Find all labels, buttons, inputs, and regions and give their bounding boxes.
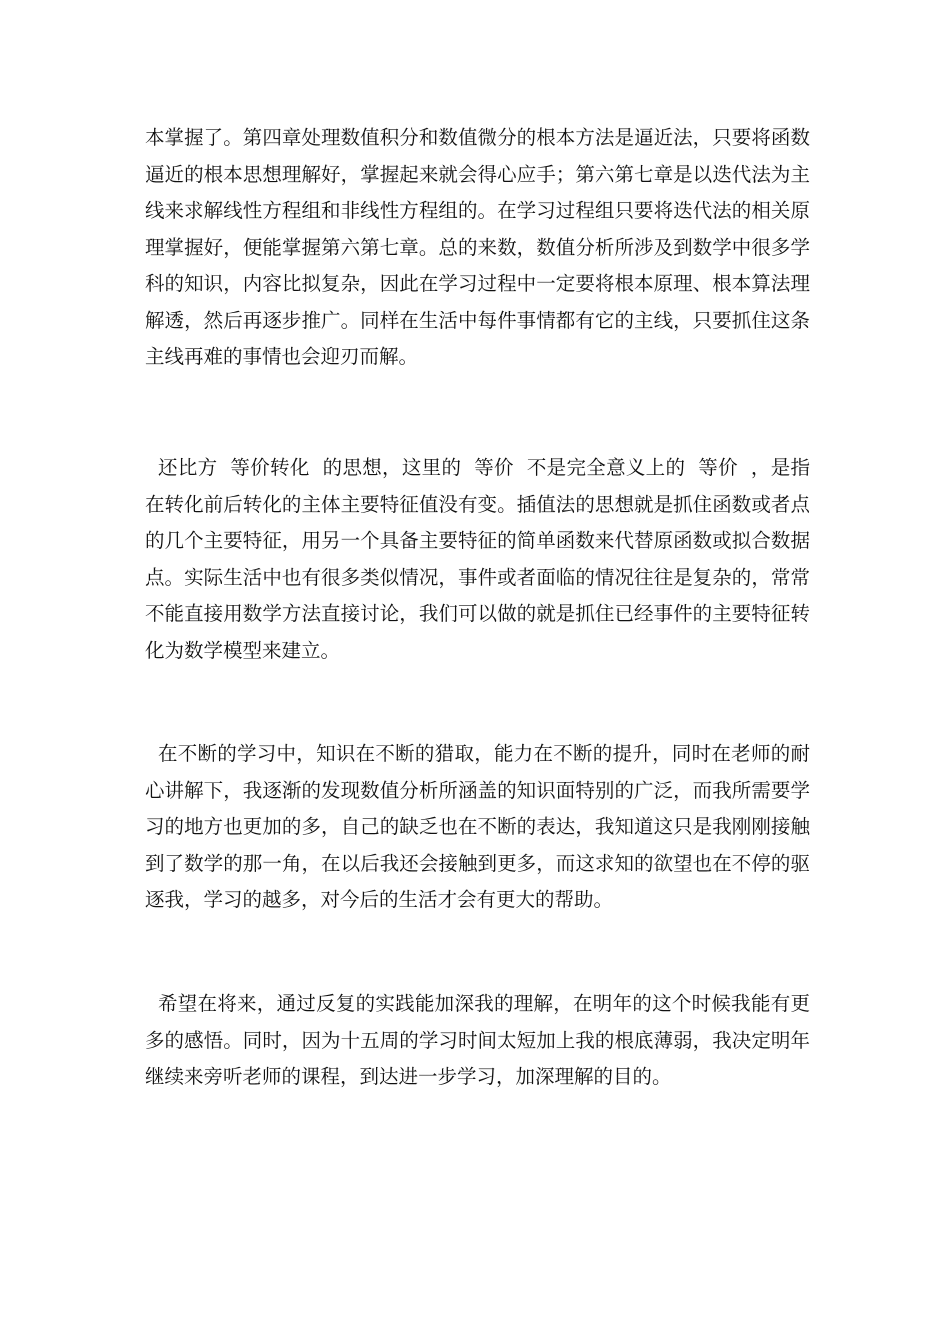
paragraph-3: 在不断的学习中，知识在不断的猎取，能力在不断的提升，同时在老师的耐心讲解下，我逐渐的发现数值分析所涵盖的知识面特别的广泛，而我所需要学习的地方也更加的多，自己的缺乏也在不断的表达，我知道这只是我刚刚接触到了数学的那一角，在以后我还会接触到更多，而这求知的欲望也在不停的驱逐我，学习的越多，对今后的生活才会有更大的帮助。 [145,742,810,911]
paragraph-1: 本掌握了。第四章处理数值积分和数值微分的根本方法是逼近法，只要将函数逼近的根本思想理解好，掌握起来就会得心应手；第六第七章是以迭代法为主线来求解线性方程组和非线性方程组的。在学习过程组只要将迭代法的相关原理掌握好，便能掌握第六第七章。总的来数，数值分析所涉及到数学中很多学科的知识，内容比拟复杂，因此在学习过程中一定要将根本原理、根本算法理解透，然后再逐步推广。同样在生活中每件事情都有它的主线，只要抓住这条主线再难的事情也会迎刃而解。 [145,126,810,368]
paragraph-4: 希望在将来，通过反复的实践能加深我的理解，在明年的这个时候我能有更多的感悟。同时，因为十五周的学习时间太短加上我的根底薄弱，我决定明年继续来旁听老师的课程，到达进一步学习，加深理解的目的。 [145,992,810,1088]
paragraph-2: 还比方 等价转化 的思想，这里的 等价 不是完全意义上的 等价 ，是指在转化前后转化的主体主要特征值没有变。插值法的思想就是抓住函数或者点的几个主要特征，用另一个具备主要特征的简单函数来代替原函数或拟合数据点。实际生活中也有很多类似情况，事件或者面临的情况往往是复杂的，常常不能直接用数学方法直接讨论，我们可以做的就是抓住已经事件的主要特征转化为数学模型来建立。 [145,456,810,662]
